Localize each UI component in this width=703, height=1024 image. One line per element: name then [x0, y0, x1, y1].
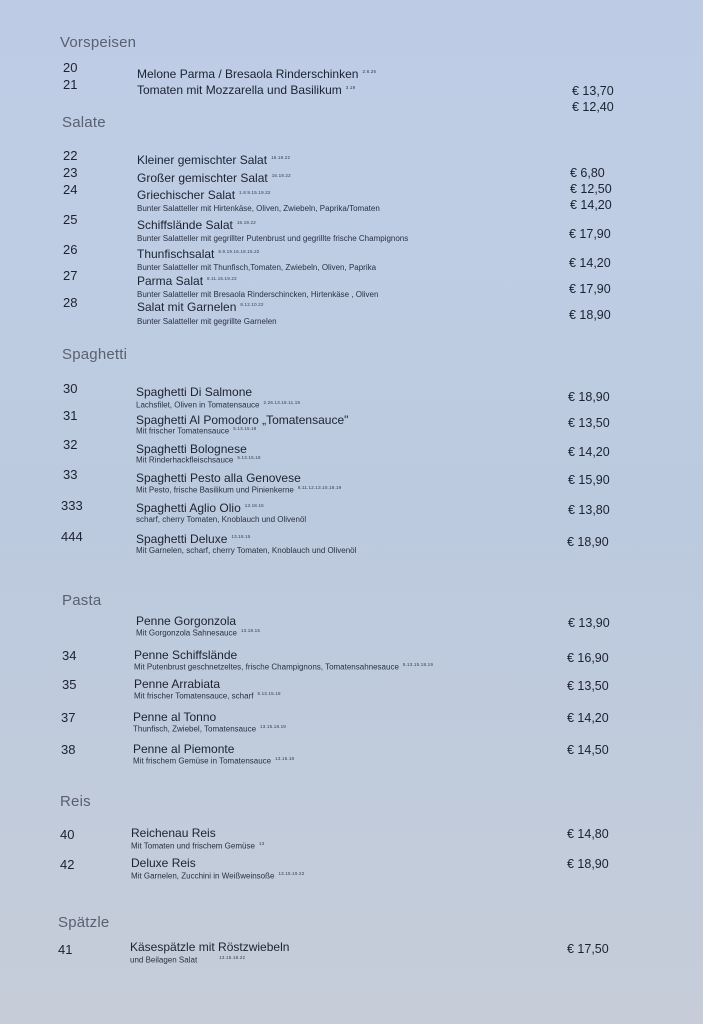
item-number: 28 — [63, 295, 78, 310]
item-price: € 15,90 — [568, 473, 610, 487]
item-name: Spaghetti Di Salmone — [136, 385, 253, 399]
section-title-vorspeisen: Vorspeisen — [60, 34, 137, 51]
item-price: € 18,90 — [567, 535, 609, 549]
item-name: Kleiner gemischter Salat $^{15.19.22}$ — [137, 153, 291, 167]
allergen-codes: 15.19.22 — [271, 155, 291, 160]
item-name: Melone Parma / Bresaola Rinderschinken $^{2.8.26}$ — [137, 67, 377, 81]
item-number: 37 — [61, 710, 76, 725]
item-number: 42 — [60, 857, 75, 872]
item-number: 32 — [63, 437, 78, 452]
item-price: € 14,20 — [568, 445, 610, 459]
item-price: € 13,50 — [567, 679, 609, 693]
allergen-codes: 5.13.15.18.19 — [402, 662, 434, 667]
item-price: € 13,90 — [568, 616, 610, 630]
item-description: Mit frischem Gemüse in Tomatensauce $^{13.15.18}$ — [133, 756, 295, 766]
item-description: Bunter Salatteller mit Thunfisch,Tomaten, Zwiebeln, Oliven, Paprika — [137, 263, 377, 272]
item-number: 41 — [58, 942, 73, 957]
item-description: Lachsfilet, Oliven in Tomatensauce $^{2.26.13.18.11.19}$ — [136, 400, 301, 410]
item-description: Mit frischer Tomatensauce, scharf $^{5.13.15.18}$ — [134, 691, 281, 701]
item-description: Mit Gorgonzola Sahnesauce $^{13.18.15}$ — [136, 628, 261, 638]
item-number: 31 — [63, 408, 78, 423]
item-description: Mit Putenbrust geschnetzeltes, frische Champignons, Tomatensahnesauce $^{5.13.15.18.19}$ — [134, 662, 434, 672]
item-price: € 17,50 — [567, 942, 609, 956]
allergen-codes: 13 — [258, 841, 265, 846]
item-number: 21 — [63, 77, 78, 92]
item-price: € 6,80 — [570, 166, 605, 180]
item-description: Bunter Salatteller mit Hirtenkäse, Oliven, Zwiebeln, Paprika/Tomaten — [137, 204, 380, 213]
item-name: Parma Salat $^{8.11.15.19.22}$ — [137, 274, 237, 288]
allergen-codes: 13.15.18.19 — [260, 724, 287, 729]
item-description: Bunter Salatteller mit Bresaola Rinderschincken, Hirtenkäse , Oliven — [137, 290, 379, 299]
item-price: € 14,50 — [567, 743, 609, 757]
item-name: Penne Schiffslände — [134, 648, 238, 662]
item-number: 333 — [61, 498, 83, 513]
allergen-codes: 2.8.26 — [362, 69, 377, 74]
item-description: Mit Pesto, frische Basilikum und Pinienkerne $^{8.11.12.13.15.18.19}$ — [136, 485, 342, 495]
item-name: Käsespätzle mit Röstzwiebeln — [130, 940, 290, 954]
item-name: Spaghetti Deluxe $^{13.18.15}$ — [136, 532, 251, 546]
item-price: € 16,90 — [567, 651, 609, 665]
item-price: € 14,20 — [569, 256, 611, 270]
item-name: Spaghetti Al Pomodoro „Tomatensauce" — [136, 413, 349, 427]
item-name: Spaghetti Bolognese — [136, 442, 247, 456]
item-number: 34 — [62, 648, 77, 663]
item-description: Thunfisch, Zwiebel, Tomatensauce $^{13.15.18.19}$ — [133, 724, 287, 734]
item-price: € 12,50 — [570, 182, 612, 196]
allergen-codes: 8.9.19.16.18.15.22 — [218, 249, 260, 254]
item-name: Spaghetti Pesto alla Genovese — [136, 471, 301, 485]
item-name: Reichenau Reis — [131, 826, 216, 840]
section-title-pasta: Pasta — [62, 592, 102, 609]
allergen-codes: 5.13.15.18 — [237, 455, 261, 460]
item-price: € 14,20 — [567, 711, 609, 725]
item-description: scharf, cherry Tomaten, Knoblauch und Olivenöl — [136, 515, 307, 524]
item-name: Deluxe Reis — [131, 856, 196, 870]
item-price: € 14,80 — [567, 827, 609, 841]
item-number: 20 — [63, 60, 78, 75]
item-description: Mit Garnelen, Zucchini in Weißweinsoße $^{13.15.19.22}$ — [131, 871, 305, 881]
item-name: Großer gemischter Salat $^{15.19.22}$ — [137, 171, 291, 185]
item-name: Thunfischsalat $^{8.9.19.16.18.15.22}$ — [137, 247, 260, 261]
item-name: Spaghetti Aglio Olio $^{13.18.15}$ — [136, 501, 264, 515]
allergen-codes: 13.15.19.22 — [278, 871, 305, 876]
item-description: Bunter Salatteller mit gegrillte Garnelen — [137, 317, 277, 326]
item-number: 444 — [61, 529, 83, 544]
item-description: und Beilagen Salat $^{13.15.18.22}$ — [130, 955, 246, 965]
section-title-reis: Reis — [60, 793, 91, 810]
item-name: Penne al Tonno — [133, 710, 217, 724]
item-price: € 17,90 — [569, 227, 611, 241]
item-number: 22 — [63, 148, 78, 163]
item-number: 40 — [60, 827, 75, 842]
allergen-codes: 13.18.15 — [231, 534, 251, 539]
item-number: 25 — [63, 212, 78, 227]
item-description: Mit Rinderhackfleischsauce $^{5.13.15.18}$ — [136, 455, 261, 465]
item-number: 33 — [63, 467, 78, 482]
item-description: Bunter Salatteller mit gegrillter Putenbrust und gegrillte frische Champignons — [137, 234, 409, 243]
item-number: 35 — [62, 677, 77, 692]
allergen-codes: 13.15.18.22 — [219, 955, 246, 960]
allergen-codes: 5.13.15.18 — [257, 691, 281, 696]
allergen-codes: 3.19 — [345, 85, 356, 90]
allergen-codes: 1.8.9.15.19.22 — [239, 190, 271, 195]
item-name: Penne Arrabiata — [134, 677, 221, 691]
allergen-codes: 5.13.15.18 — [233, 426, 257, 431]
allergen-codes: 13.18.15 — [244, 503, 264, 508]
item-price: € 13,50 — [568, 416, 610, 430]
item-name: Griechischer Salat $^{1.8.9.15.19.22}$ — [137, 188, 271, 202]
allergen-codes: 13.18.15 — [240, 628, 261, 633]
item-number: 27 — [63, 268, 78, 283]
allergen-codes: 2.26.13.18.11.19 — [263, 400, 301, 405]
item-number: 38 — [61, 742, 76, 757]
section-title-salate: Salate — [62, 114, 106, 131]
item-price: € 13,70 — [572, 84, 614, 98]
allergen-codes: 8.11.12.13.15.18.19 — [297, 485, 342, 490]
item-name: Penne al Piemonte — [133, 742, 235, 756]
item-price: € 14,20 — [570, 198, 612, 212]
item-price: € 13,80 — [568, 503, 610, 517]
item-name: Tomaten mit Mozzarella und Basilikum $^{3.19}$ — [137, 83, 356, 97]
section-title-spaetzle: Spätzle — [58, 914, 110, 931]
item-price: € 12,40 — [572, 100, 614, 114]
item-name: Salat mit Garnelen $^{8.12.10.22}$ — [137, 300, 264, 314]
item-price: € 17,90 — [569, 282, 611, 296]
item-description: Mit Tomaten und frischem Gemüse $^{13}$ — [131, 841, 265, 851]
item-name: Penne Gorgonzola — [136, 614, 237, 628]
item-name: Schiffslände Salat $^{15.19.22}$ — [137, 218, 256, 232]
allergen-codes: 15.19.22 — [236, 220, 256, 225]
allergen-codes: 13.15.18 — [275, 756, 295, 761]
item-number: 23 — [63, 165, 78, 180]
item-description: Mit Garnelen, scharf, cherry Tomaten, Knoblauch und Olivenöl — [136, 546, 357, 555]
allergen-codes: 8.11.15.19.22 — [207, 276, 237, 281]
item-number: 26 — [63, 242, 78, 257]
item-price: € 18,90 — [568, 390, 610, 404]
item-description: Mit frischer Tomatensauce $^{5.13.15.18}$ — [136, 426, 257, 436]
item-number: 24 — [63, 182, 78, 197]
allergen-codes: 8.12.10.22 — [240, 302, 264, 307]
item-price: € 18,90 — [569, 308, 611, 322]
item-price: € 18,90 — [567, 857, 609, 871]
section-title-spaghetti: Spaghetti — [62, 346, 128, 363]
item-number: 30 — [63, 381, 78, 396]
allergen-codes: 15.19.22 — [271, 173, 291, 178]
